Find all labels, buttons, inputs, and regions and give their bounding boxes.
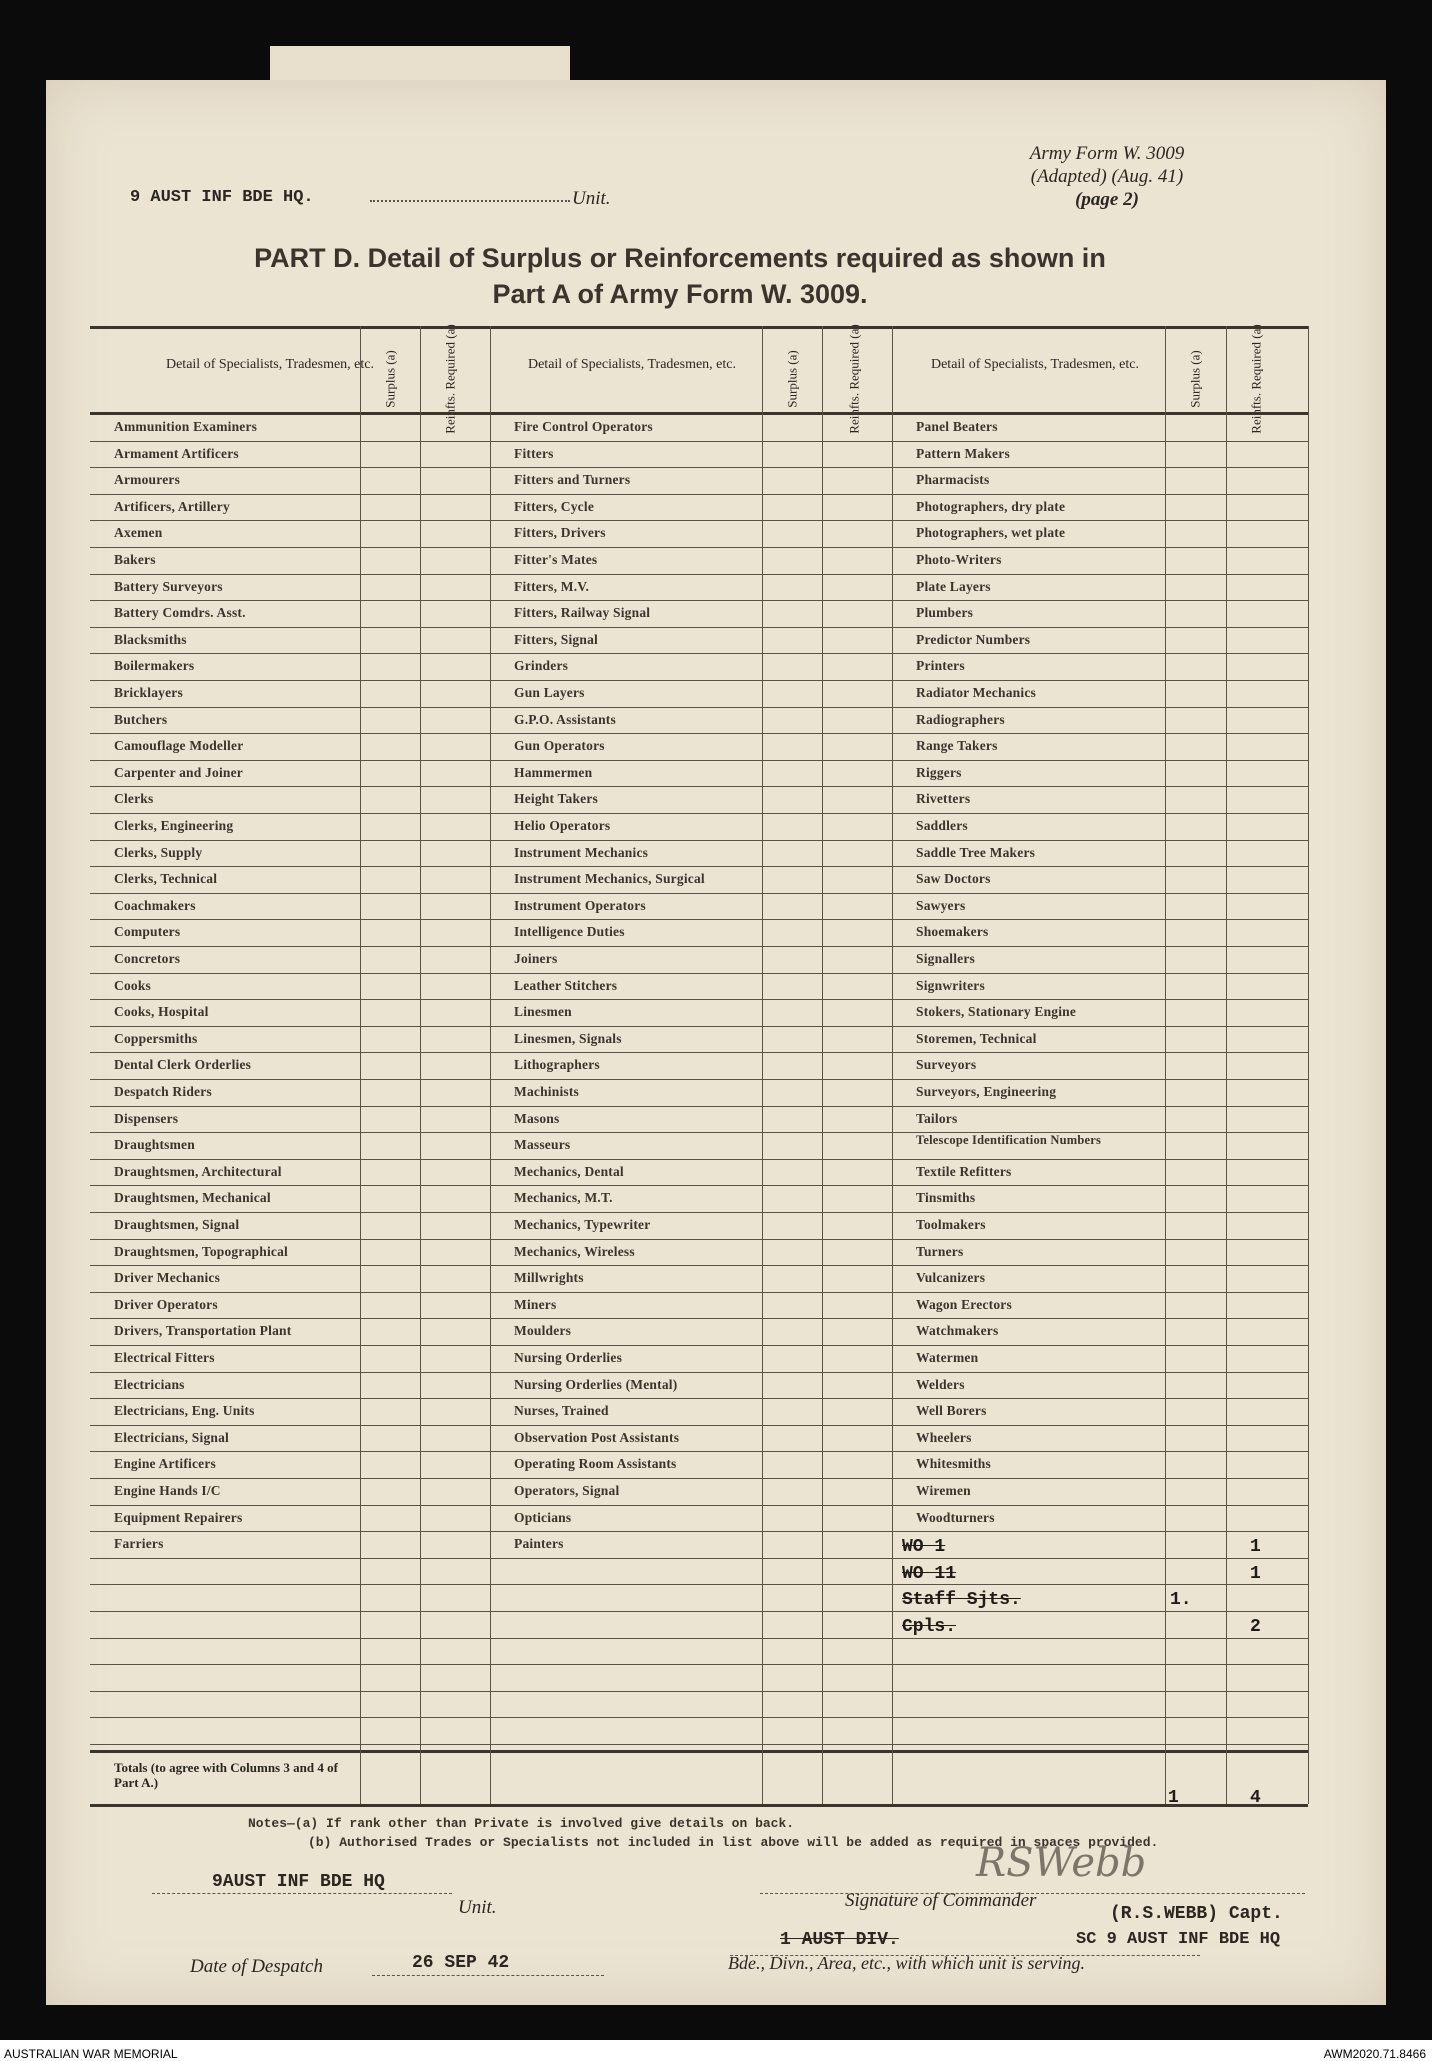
row-rule [90,574,1308,575]
date-line [372,1975,604,1976]
table-cell-col1: Battery Surveyors [114,578,223,594]
table-cell-col1: Electricians [114,1376,185,1392]
column-rule [360,326,361,1804]
table-cell-col1: Blacksmiths [114,631,187,647]
col-header-detail-1: Detail of Specialists, Tradesmen, etc. [165,357,375,372]
formation-value: 1 AUST DIV. [780,1930,899,1950]
row-rule [90,1664,1308,1665]
table-cell-col2: Nurses, Trained [514,1403,609,1419]
table-cell-col1: Draughtsmen [114,1137,195,1153]
table-cell-col2: Mechanics, M.T. [514,1190,613,1206]
table-cell-col2: Nursing Orderlies (Mental) [514,1376,678,1392]
table-cell-col3: Photo-Writers [916,552,1002,567]
row-rule [90,760,1308,761]
table-cell-col3: Textile Refitters [916,1163,1012,1179]
table-cell-col3: Turners [916,1243,964,1259]
table-cell-col1: Draughtsmen, Signal [114,1217,240,1232]
row-rule [90,680,1308,681]
table-cell-col3: Photographers, wet plate [916,525,1066,541]
table-cell-col2: Observation Post Assistants [514,1429,680,1445]
row-rule [90,1079,1308,1080]
note-a: Notes—(a) If rank other than Private is involved give details on back. [248,1816,795,1831]
table-cell-col3: Tinsmiths [916,1190,976,1206]
row-rule [90,1345,1308,1346]
table-cell-col2: Operators, Signal [514,1483,620,1498]
table-cell-col1: Electricians, Eng. Units [114,1403,255,1419]
table-cell-col3: Whitesmiths [916,1456,991,1472]
table-cell-col2: Instrument Operators [514,897,646,913]
table-cell-col2: Painters [514,1536,564,1552]
formation-label: Bde., Divn., Area, etc., with which unit is serving. [728,1953,1085,1973]
table-cell-col3: Stokers, Stationary Engine [916,1004,1077,1020]
row-rule [90,1106,1308,1107]
table-cell-col2: Instrument Mechanics, Surgical [514,871,705,887]
table-cell-col3: Wagon Erectors [916,1296,1012,1312]
signature-name: (R.S.WEBB) Capt. [1110,1904,1283,1924]
title-line1: PART D. Detail of Surplus or Reinforcements required as shown in [254,243,1106,273]
row-rule [90,840,1308,841]
table-cell-col2: Masseurs [514,1137,571,1153]
table-cell-col1: Battery Comdrs. Asst. [114,605,246,621]
table-cell-col2: Linesmen [514,1004,572,1020]
column-rule [892,326,893,1804]
row-rule [90,1239,1308,1240]
column-rule [490,326,491,1804]
row-rule [90,441,1308,442]
table-cell-col2: Nursing Orderlies [514,1350,623,1365]
row-rule [90,813,1308,814]
row-rule [90,866,1308,867]
table-cell-col1: Clerks [114,791,154,807]
row-rule [90,1558,1308,1559]
unit-label-bottom: Unit. [458,1897,497,1918]
table-cell-col2: Fitters, Cycle [514,498,595,514]
table-cell-col1: Computers [114,924,181,940]
added-row-detail: WO 1 [902,1537,946,1558]
table-cell-col3: Shoemakers [916,924,989,940]
row-rule [90,1052,1308,1053]
table-cell-col3: Radiator Mechanics [916,685,1036,700]
added-row-detail: Cpls. [902,1617,957,1637]
table-cell-col3: Telescope Identification Numbers [916,1133,1102,1148]
note-b: (b) Authorised Trades or Specialists not included in list above will be added as required in spaces provided. [308,1835,1159,1850]
row-rule [90,786,1308,787]
row-rule [90,1026,1308,1027]
row-rule [90,1451,1308,1452]
table-cell-col3: Range Takers [916,738,998,754]
table-cell-col1: Armourers [114,472,181,488]
col-header-detail-2: Detail of Specialists, Tradesmen, etc. [527,357,737,372]
col-header-detail-3: Detail of Specialists, Tradesmen, etc. [930,357,1140,372]
table-cell-col1: Bricklayers [114,685,183,700]
row-rule [90,946,1308,947]
table-cell-col3: Pattern Makers [916,445,1010,461]
signature-label: Signature of Commander [845,1890,1037,1911]
table-cell-col3: Toolmakers [916,1217,986,1232]
totals-label: Totals (to agree with Columns 3 and 4 of Part A.) [114,1760,338,1790]
table-cell-col1: Clerks, Supply [114,844,203,860]
table-cell-col1: Coachmakers [114,897,196,913]
table-top-rule [90,326,1308,329]
table-cell-col3: Surveyors, Engineering [916,1084,1057,1099]
table-cell-col3: Saddle Tree Makers [916,844,1036,860]
table-cell-col1: Camouflage Modeller [114,738,244,754]
col-header-surplus-1: Surplus (a) [382,350,398,408]
table-cell-col1: Engine Hands I/C [114,1483,221,1498]
table-cell-col2: Miners [514,1296,557,1312]
table-cell-col3: Rivetters [916,791,971,807]
table-cell-col2: Fitters, Railway Signal [514,605,651,621]
table-cell-col1: Carpenter and Joiner [114,764,243,780]
title-line2: Part A of Army Form W. 3009. [492,279,868,309]
table-cell-col2: Operating Room Assistants [514,1456,677,1472]
archive-reference: AWM2020.71.8466 [1323,2047,1426,2061]
table-cell-col1: Boilermakers [114,658,195,674]
handwritten-signature: RSWebb [976,1840,1147,1886]
table-cell-col1: Clerks, Technical [114,871,218,887]
row-rule [90,547,1308,548]
table-bottom-rule [90,1804,1308,1807]
form-reference [1002,142,1212,211]
table-cell-col1: Bakers [114,552,156,567]
totals-rule [90,1750,1308,1753]
table-cell-col1: Coppersmiths [114,1030,198,1046]
row-rule [90,600,1308,601]
table-cell-col3: Saddlers [916,818,968,833]
table-cell-col2: Fitters, M.V. [514,578,590,594]
added-row-detail: WO 11 [902,1563,957,1584]
row-rule [90,467,1308,468]
table-cell-col1: Butchers [114,711,168,727]
row-rule [90,1717,1308,1718]
unit-value-bottom: 9AUST INF BDE HQ [212,1872,385,1892]
table-cell-col2: Intelligence Duties [514,924,625,940]
form-title [180,240,1180,312]
row-rule [90,1691,1308,1692]
table-cell-col3: Riggers [916,764,962,780]
col-header-surplus-2: Surplus (a) [784,350,800,408]
added-row-surplus: 1. [1170,1590,1192,1611]
added-row-detail: Staff Sjts. [902,1590,1021,1611]
table-cell-col1: Draughtsmen, Mechanical [114,1190,271,1206]
table-cell-col3: Pharmacists [916,472,990,488]
column-rule [822,326,823,1804]
table-cell-col2: Lithographers [514,1057,600,1073]
table-cell-col2: Joiners [514,951,558,966]
table-cell-col2: Helio Operators [514,818,611,833]
table-cell-col2: Gun Operators [514,738,605,754]
row-rule [90,627,1308,628]
table-cell-col3: Welders [916,1376,965,1392]
form-ref-line3: (page 2) [1075,189,1139,210]
table-cell-col1: Farriers [114,1536,164,1552]
row-rule [90,1425,1308,1426]
table-cell-col1: Draughtsmen, Architectural [114,1163,282,1179]
table-cell-col3: Wiremen [916,1483,971,1498]
row-rule [90,1398,1308,1399]
table-cell-col2: Height Takers [514,791,598,807]
row-rule [90,733,1308,734]
row-rule [90,1531,1308,1532]
table-cell-col1: Cooks [114,977,152,993]
table-cell-col3: Saw Doctors [916,871,991,887]
table-cell-col3: Sawyers [916,897,966,913]
row-rule [90,1505,1308,1506]
table-cell-col2: Linesmen, Signals [514,1030,622,1046]
col-header-surplus-3: Surplus (a) [1187,350,1203,408]
table-cell-col3: Storemen, Technical [916,1030,1037,1046]
table-cell-col1: Equipment Repairers [114,1509,243,1525]
row-rule [90,1638,1308,1639]
archive-name: AUSTRALIAN WAR MEMORIAL [4,2047,178,2061]
column-rule [1308,326,1309,1804]
table-cell-col1: Concretors [114,951,181,966]
table-cell-col2: Moulders [514,1323,572,1339]
row-rule [90,1744,1308,1745]
table-cell-col2: Fitters, Signal [514,631,598,647]
table-cell-col2: Instrument Mechanics [514,844,649,860]
row-rule [90,1478,1308,1479]
table-cell-col2: Mechanics, Dental [514,1163,624,1179]
table-cell-col2: Leather Stitchers [514,977,618,993]
table-cell-col1: Axemen [114,525,163,541]
table-cell-col2: Grinders [514,658,569,674]
table-cell-col3: Well Borers [916,1403,987,1419]
unit-line [152,1893,452,1894]
table-cell-col1: Electricians, Signal [114,1429,229,1445]
row-rule [90,893,1308,894]
table-cell-col2: Mechanics, Wireless [514,1243,635,1259]
col-header-reinfts-3: Reinfts. Required (a) [1248,324,1264,434]
unit-dotted-line [370,200,570,202]
table-cell-col3: Watermen [916,1350,979,1365]
unit-label-top: Unit. [572,188,611,209]
table-cell-col2: G.P.O. Assistants [514,711,616,727]
date-label: Date of Despatch [190,1956,323,1977]
date-value: 26 SEP 42 [412,1953,510,1973]
totals-reinfts: 4 [1250,1788,1261,1808]
row-rule [90,520,1308,521]
row-rule [90,973,1308,974]
added-row-reinfts: 1 [1250,1537,1261,1558]
table-cell-col3: Photographers, dry plate [916,498,1066,514]
table-cell-col1: Clerks, Engineering [114,818,234,833]
table-cell-col1: Artificers, Artillery [114,498,230,514]
table-cell-col2: Hammermen [514,764,593,780]
table-cell-col3: Surveyors [916,1057,977,1073]
column-rule [1226,326,1227,1804]
table-cell-col3: Signallers [916,951,976,966]
row-rule [90,1611,1308,1612]
table-cell-col2: Machinists [514,1084,580,1099]
row-rule [90,1318,1308,1319]
row-rule [90,1185,1308,1186]
row-rule [90,1584,1308,1585]
form-ref-line1: Army Form W. 3009 [1029,143,1185,164]
added-row-reinfts: 1 [1250,1563,1261,1584]
totals-surplus: 1 [1168,1788,1179,1808]
table-cell-col3: Panel Beaters [916,419,998,434]
specialists-table [90,326,1308,1806]
row-rule [90,494,1308,495]
row-rule [90,919,1308,920]
table-cell-col2: Opticians [514,1509,572,1525]
table-cell-col3: Watchmakers [916,1323,999,1339]
col-header-reinfts-2: Reinfts. Required (a) [846,324,862,434]
row-rule [90,1212,1308,1213]
table-cell-col2: Mechanics, Typewriter [514,1217,651,1232]
table-cell-col3: Radiographers [916,711,1005,727]
table-cell-col1: Dispensers [114,1110,179,1126]
form-ref-line2: (Adapted) (Aug. 41) [1030,166,1184,187]
row-rule [90,653,1308,654]
table-cell-col1: Despatch Riders [114,1084,212,1099]
row-rule [90,1132,1308,1133]
row-rule [90,1265,1308,1266]
table-cell-col1: Cooks, Hospital [114,1004,209,1020]
table-cell-col3: Woodturners [916,1509,995,1525]
row-rule [90,1292,1308,1293]
column-rule [1165,326,1166,1804]
table-cell-col1: Armament Artificers [114,445,239,461]
table-cell-col2: Masons [514,1110,560,1126]
row-rule [90,1372,1308,1373]
table-cell-col3: Wheelers [916,1429,972,1445]
table-cell-col3: Plate Layers [916,578,991,594]
table-cell-col2: Gun Layers [514,685,585,700]
column-rule [762,326,763,1804]
row-rule [90,999,1308,1000]
table-cell-col2: Fitters, Drivers [514,525,606,541]
table-cell-col1: Engine Artificers [114,1456,217,1472]
table-cell-col3: Tailors [916,1110,958,1126]
unit-value-top: 9 AUST INF BDE HQ. [130,188,314,207]
table-cell-col2: Millwrights [514,1270,584,1286]
table-cell-col1: Driver Operators [114,1296,218,1312]
table-cell-col1: Draughtsmen, Topographical [114,1243,288,1259]
table-cell-col1: Drivers, Transportation Plant [114,1323,292,1339]
column-rule [420,326,421,1804]
header-rule [90,412,1308,415]
table-cell-col3: Printers [916,658,965,674]
row-rule [90,1159,1308,1160]
table-cell-col2: Fitters [514,445,554,461]
row-rule [90,707,1308,708]
table-cell-col3: Vulcanizers [916,1270,986,1286]
table-cell-col3: Plumbers [916,605,974,621]
signature-title: SC 9 AUST INF BDE HQ [1076,1930,1281,1949]
table-cell-col2: Fitters and Turners [514,472,631,488]
table-cell-col3: Signwriters [916,977,985,993]
table-cell-col1: Electrical Fitters [114,1350,215,1365]
table-cell-col2: Fire Control Operators [514,419,653,434]
table-cell-col3: Predictor Numbers [916,631,1031,647]
table-cell-col1: Ammunition Examiners [114,419,258,434]
table-cell-col2: Fitter's Mates [514,552,598,567]
table-cell-col1: Driver Mechanics [114,1270,221,1286]
table-cell-col1: Dental Clerk Orderlies [114,1057,252,1073]
added-row-reinfts: 2 [1250,1617,1261,1637]
col-header-reinfts-1: Reinfts. Required (a) [442,324,458,434]
